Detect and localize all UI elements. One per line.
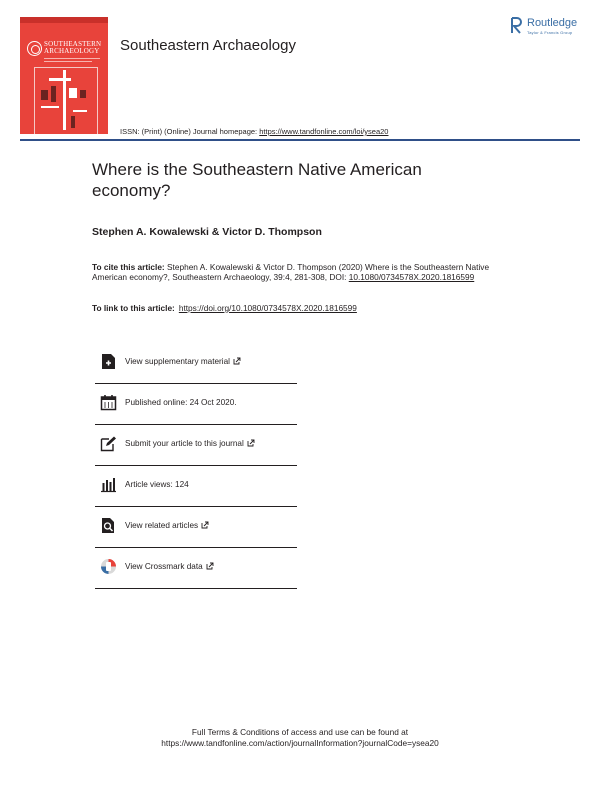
- publisher-tagline: Taylor & Francis Group: [527, 30, 573, 35]
- cite-doi-link[interactable]: 10.1080/0734578X.2020.1816599: [348, 272, 475, 283]
- link-label: To link to this article:: [92, 303, 175, 313]
- list-item-published: [95, 384, 297, 425]
- journal-title[interactable]: Southeastern Archaeology: [120, 37, 296, 54]
- search-document-icon: [100, 517, 117, 534]
- header-divider: [20, 139, 580, 141]
- crossmark-icon: [100, 558, 117, 575]
- bar-chart-icon: [100, 476, 117, 493]
- cover-title: SOUTHEASTERN ARCHAEOLOGY: [44, 40, 102, 55]
- cite-text: Stephen A. Kowalewski & Victor D. Thompson (2020) Where is the Southeastern Native American economy?, Southeastern Archaeology, 39:4, 281-308, DOI:: [92, 262, 490, 283]
- cover-figure: [34, 67, 98, 134]
- list-item-label: View related articles: [125, 521, 209, 530]
- article-title: Where is the Southeastern Native American economy?: [92, 160, 422, 200]
- list-item-views: [95, 466, 297, 507]
- cover-top-strip: [20, 17, 108, 23]
- article-actions-list: [95, 343, 297, 589]
- cover-seal-icon: [27, 41, 42, 56]
- footer: [0, 727, 600, 749]
- calendar-icon: [100, 394, 117, 411]
- list-item-submit[interactable]: [95, 425, 297, 466]
- list-item-label: Published online: 24 Oct 2020.: [125, 398, 237, 407]
- list-item-label: Article views: 124: [125, 480, 189, 489]
- cite-label: To cite this article:: [92, 262, 165, 272]
- edit-icon: [100, 435, 117, 452]
- plus-document-icon: [100, 353, 117, 370]
- routledge-r-icon: [511, 17, 523, 34]
- article-authors: Stephen A. Kowalewski & Victor D. Thompson: [92, 226, 322, 238]
- external-link-icon: [233, 357, 241, 365]
- journal-homepage-link[interactable]: https://www.tandfonline.com/loi/ysea20: [259, 127, 389, 136]
- external-link-icon: [201, 521, 209, 529]
- publisher-name: Routledge: [527, 17, 578, 29]
- footer-terms-link[interactable]: https://www.tandfonline.com/action/journalInformation?journalCode=ysea20: [161, 738, 439, 748]
- article-link-block: [92, 303, 357, 313]
- citation-block: [92, 262, 492, 283]
- cover-rule: [44, 58, 100, 59]
- article-doi-link[interactable]: https://doi.org/10.1080/0734578X.2020.1816599: [178, 303, 357, 313]
- issn-text: ISSN: (Print) (Online) Journal homepage:: [120, 127, 260, 136]
- footer-terms-text: Full Terms & Conditions of access and use can be found at: [191, 727, 409, 737]
- list-item-crossmark[interactable]: [95, 548, 297, 589]
- list-item-related[interactable]: [95, 507, 297, 548]
- list-item-label: View supplementary material: [125, 357, 241, 366]
- journal-cover-image: [20, 17, 108, 134]
- cover-rule: [44, 61, 92, 62]
- list-item-supplementary[interactable]: [95, 343, 297, 384]
- list-item-label: View Crossmark data: [125, 562, 214, 571]
- list-item-label: Submit your article to this journal: [125, 439, 255, 448]
- issn-line: [120, 127, 388, 136]
- external-link-icon: [247, 439, 255, 447]
- external-link-icon: [206, 562, 214, 570]
